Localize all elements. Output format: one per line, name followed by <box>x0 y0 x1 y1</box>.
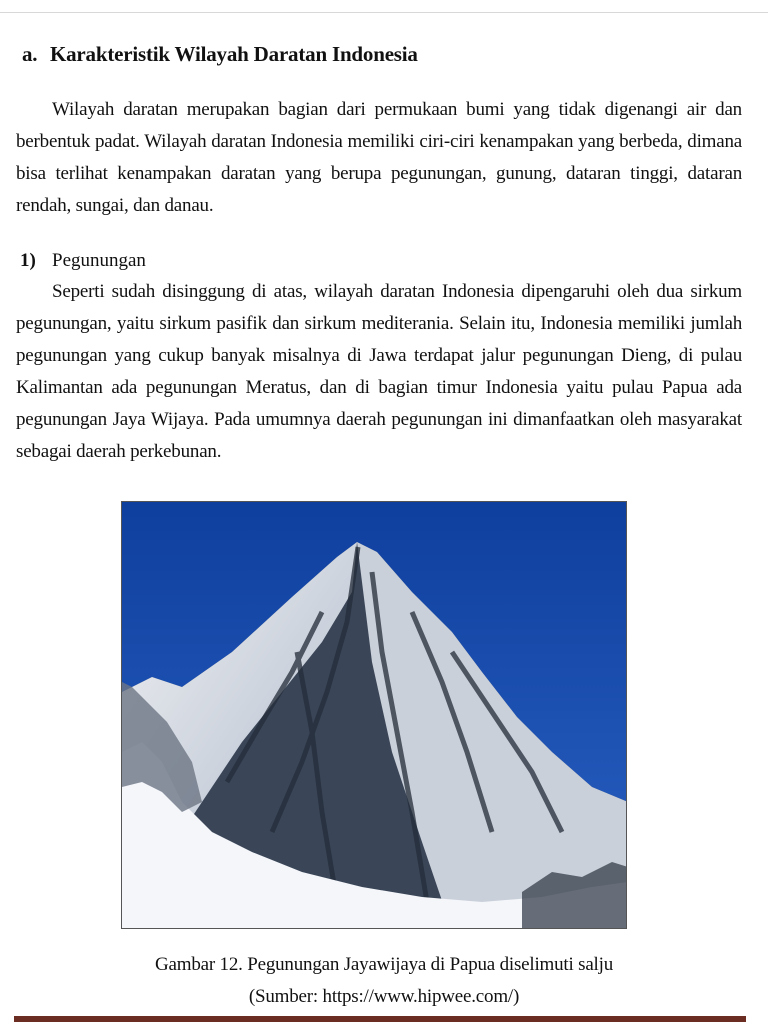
figure-source: (Sumber: https://www.hipwee.com/) <box>248 986 520 1007</box>
mountain-illustration <box>122 502 627 929</box>
section-heading <box>22 36 742 72</box>
document-page <box>16 30 742 468</box>
section-number: a. <box>22 42 38 66</box>
figure-caption: Gambar 12. Pegunungan Jayawijaya di Papua diselimuti salju <box>154 954 614 975</box>
footer-bar <box>14 1016 746 1022</box>
intro-paragraph: Wilayah daratan merupakan bagian dari permukaan bumi yang tidak digenangi air dan berbentuk padat. Wilayah daratan Indonesia memiliki ciri-ciri kenampakan yang berbeda, dimana bisa terlihat kenampakan daratan yang berupa pegunungan, gunung, dataran tinggi, dataran rendah, sungai, dan danau. <box>16 99 742 216</box>
mountain-photo <box>121 501 627 929</box>
subsection-number: 1) <box>20 250 36 271</box>
subsection-title: Pegunungan <box>52 250 146 271</box>
subsection-heading <box>20 246 742 276</box>
top-divider <box>0 12 768 13</box>
subsection-paragraph: Seperti sudah disinggung di atas, wilayah daratan Indonesia dipengaruhi oleh dua sirkum pegunungan, yaitu sirkum pasifik dan sirkum mediterania. Selain itu, Indonesia memiliki jumlah pegunungan yang cukup banyak misalnya di Jawa terdapat jalur pegunungan Dieng, di pulau Kalimantan ada pegunungan Meratus, dan di bagian timur Indonesia yaitu pulau Papua ada pegunungan Jaya Wijaya. Pada umumnya daerah pegunungan ini dimanfaatkan oleh masyarakat sebagai daerah perkebunan. <box>16 281 742 462</box>
section-title: Karakteristik Wilayah Daratan Indonesia <box>50 42 418 66</box>
